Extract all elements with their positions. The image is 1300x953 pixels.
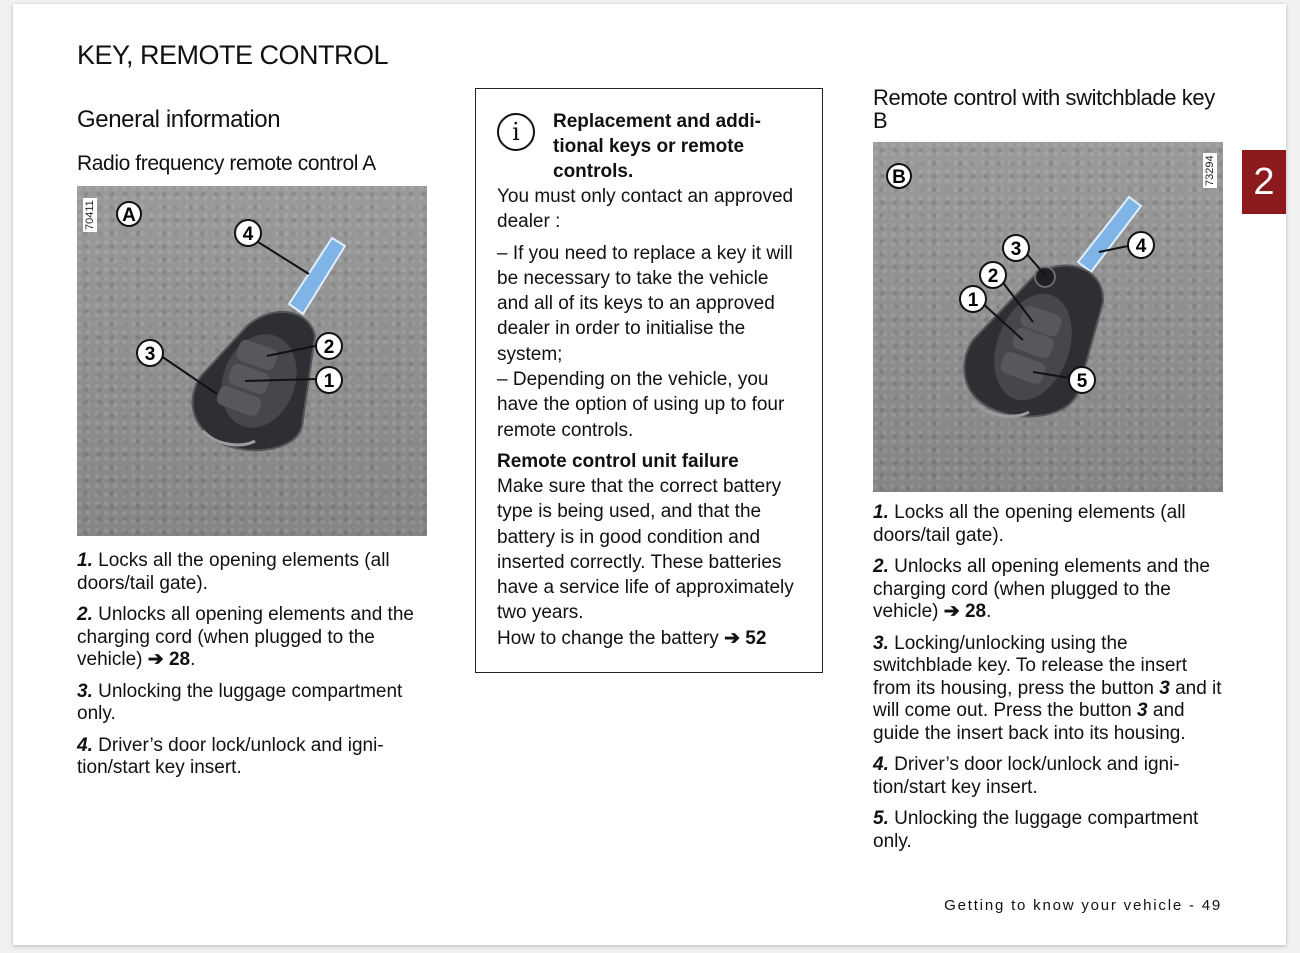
callout-3: 3 — [144, 344, 156, 365]
list-item: 1. Locks all the opening elements (all doors/tail gate). — [873, 502, 1186, 546]
key-blade — [289, 238, 345, 314]
info-title: Replacement and additional keys or remote controls. — [553, 111, 761, 182]
figure-id: 73294 — [1204, 155, 1216, 186]
page-reference[interactable]: 52 — [745, 627, 767, 649]
key-blade — [1078, 197, 1141, 272]
remote-a-figure — [77, 186, 427, 536]
list-item: 1. Locks all the opening elements (all doors/tail gate). — [77, 550, 390, 594]
info-box — [475, 88, 823, 673]
list-item: 3. Locking/unlocking using the switchblade key. To release the insert from its housing, press the button 3 and it will come out. Press the button 3 and guide the insert back into its housing. — [873, 632, 1222, 744]
list-item: 4. Driver’s door lock/unlock and ignition/start key insert. — [873, 754, 1180, 798]
list-item: 4. Driver’s door lock/unlock and ignition/start key insert. — [77, 734, 384, 778]
remote-b-illustration — [873, 142, 1223, 492]
release-button — [1035, 267, 1055, 287]
section-heading: General information — [77, 106, 281, 133]
callout-2: 2 — [987, 266, 999, 287]
arrow-right-icon: ➔ — [147, 649, 164, 670]
info-intro: You must only contact an approved dealer : — [497, 186, 794, 233]
remote-a-list — [77, 550, 429, 780]
remote-b-figure — [873, 142, 1223, 492]
arrow-right-icon: ➔ — [943, 601, 960, 622]
chapter-tab[interactable]: 2 — [1242, 150, 1286, 214]
arrow-right-icon: ➔ — [724, 627, 741, 649]
callout-1: 1 — [967, 290, 979, 311]
callout-4: 4 — [242, 224, 254, 245]
failure-heading: Remote control unit failure — [497, 450, 739, 472]
callout-2: 2 — [323, 337, 335, 358]
remote-a-illustration — [77, 186, 427, 536]
page-reference[interactable]: 28 — [168, 649, 191, 670]
figure-a-letter: A — [122, 205, 136, 226]
failure-text: Make sure that the correct battery type is being used, and that the battery is in good condition and inserted correctly. These batteries have a service life of approximately two years. — [497, 475, 794, 624]
left-column — [77, 105, 429, 789]
page-title: KEY, REMOTE CONTROL — [77, 40, 389, 70]
list-item: 3. Unlocking the luggage compartment only. — [77, 680, 403, 724]
battery-line: How to change the battery ➔ 52 — [497, 627, 767, 649]
callout-3: 3 — [1010, 239, 1022, 260]
page-reference[interactable]: 28 — [964, 601, 987, 622]
remote-a-heading: Radio frequency remote control A — [77, 152, 376, 175]
info-bullet: – Depending on the vehicle, you have the option of using up to four remote controls. — [497, 369, 785, 441]
callout-1: 1 — [323, 371, 335, 392]
list-item: 2. Unlocks all opening elements and the charging cord (when plugged to the vehicle) ➔ 28. — [77, 604, 414, 670]
info-bullet: – If you need to replace a key it will be necessary to take the vehicle and all of its keys to an approved dealer in order to initialise the system; — [497, 242, 793, 365]
right-column — [873, 86, 1225, 862]
list-item: 2. Unlocks all opening elements and the charging cord (when plugged to the vehicle) ➔ 28. — [873, 556, 1210, 622]
remote-b-heading: Remote control with switchblade key B — [873, 85, 1215, 133]
callout-5: 5 — [1076, 371, 1088, 392]
info-icon: i — [497, 113, 535, 151]
figure-id: 70411 — [84, 200, 96, 230]
page-footer: Getting to know your vehicle - 49 — [944, 897, 1222, 914]
callout-4: 4 — [1135, 236, 1147, 257]
remote-b-list — [873, 502, 1225, 853]
list-item: 5. Unlocking the luggage compartment only. — [873, 808, 1199, 852]
figure-b-letter: B — [892, 167, 906, 188]
